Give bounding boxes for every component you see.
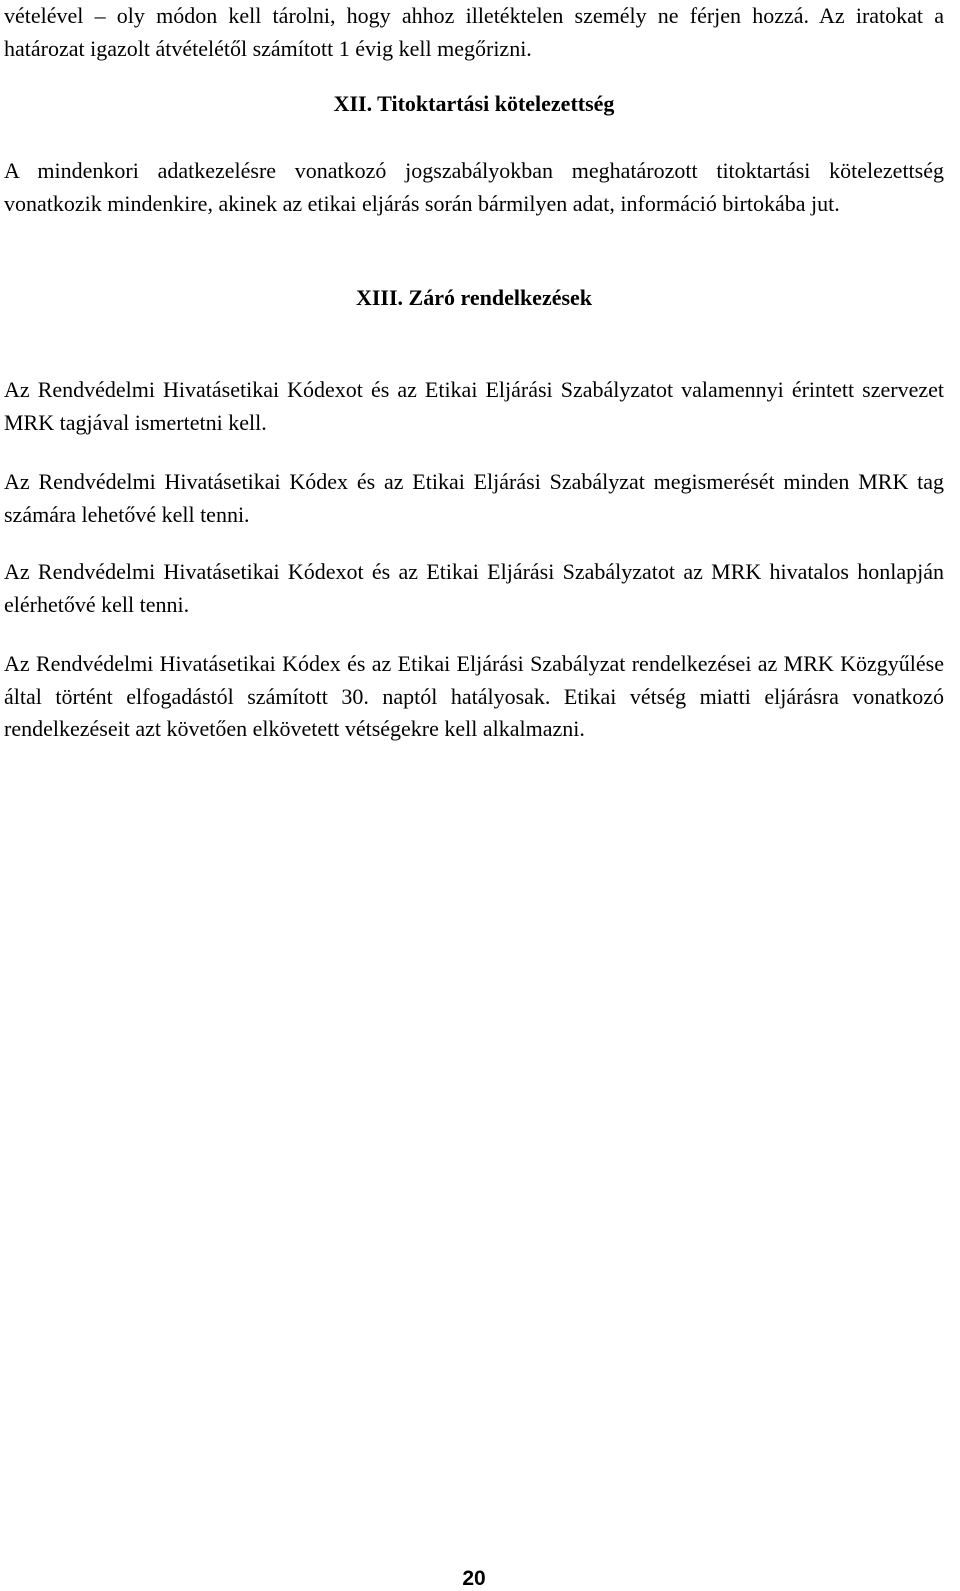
section-xiii-paragraph-4: Az Rendvédelmi Hivatásetikai Kódex és az Etikai Eljárási Szabályzat rendelkezései az MRK Közgyűlése által történt elfogadástól számított 30. naptól hatályosak. Etikai vétség miatti eljárásra vonatkozó rendelkezéseit azt követően elkövetett vétségekre kell alkalmazni. xyxy=(4,651,944,741)
section-heading-xiii: XIII. Záró rendelkezések xyxy=(355,285,593,310)
intro-paragraph: vételével – oly módon kell tárolni, hogy ahhoz illetéktelen személy ne férjen hozzá. Az iratokat a határozat igazolt átvételétől számított 1 évig kell megőrizni. xyxy=(4,3,944,61)
section-xii-paragraph: A mindenkori adatkezelésre vonatkozó jogszabályokban meghatározott titoktartási kötelezettség vonatkozik mindenkire, akinek az etikai eljárás során bármilyen adat, információ birtokába jut. xyxy=(4,158,944,216)
section-xiii-paragraph-3: Az Rendvédelmi Hivatásetikai Kódexot és az Etikai Eljárási Szabályzatot az MRK hivatalos honlapján elérhetővé kell tenni. xyxy=(4,559,944,617)
section-xiii-paragraph-2: Az Rendvédelmi Hivatásetikai Kódex és az Etikai Eljárási Szabályzat megismerését minden MRK tag számára lehetővé kell tenni. xyxy=(4,469,944,527)
section-heading-xii: XII. Titoktartási kötelezettség xyxy=(333,91,615,116)
page-number: 20 xyxy=(462,1567,486,1590)
section-xiii-paragraph-1: Az Rendvédelmi Hivatásetikai Kódexot és az Etikai Eljárási Szabályzatot valamennyi érintett szervezet MRK tagjával ismertetni kell. xyxy=(4,377,944,435)
